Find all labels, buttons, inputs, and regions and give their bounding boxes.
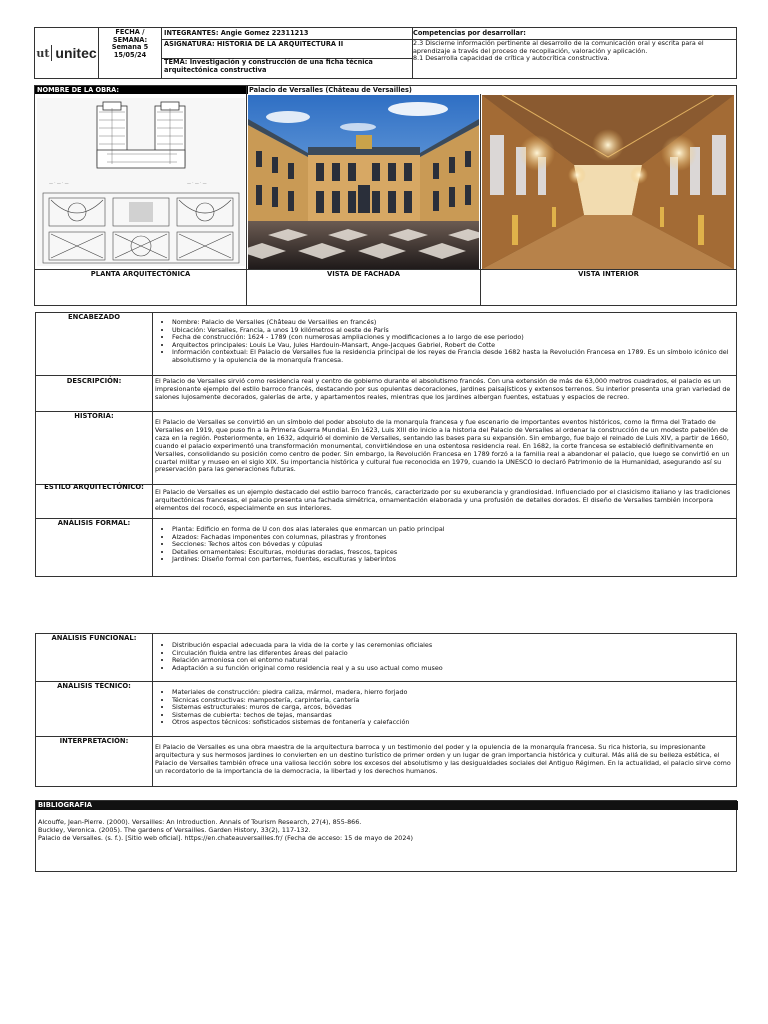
list-item: • Materiales de construcción: piedra caliza, mármol, madera, hierro forjado xyxy=(172,689,732,697)
facade-caption: VISTA DE FACHADA xyxy=(326,270,401,278)
list-item: • Ubicación: Versalles, Francia, a unos 19 kilómetros al oeste de París xyxy=(172,327,732,335)
list-item: • Sistemas de cubierta: techos de tejas, mansardas xyxy=(172,712,732,720)
fecha-label: FECHA / SEMANA: xyxy=(112,28,148,44)
asignatura-cell: ASIGNATURA: HISTORIA DE LA ARQUITECTURA II xyxy=(162,40,413,59)
tecnico-label: ANÁLISIS TÉCNICO: xyxy=(57,682,131,690)
list-item: • Sistemas estructurales: muros de carga, arcos, bóvedas xyxy=(172,704,732,712)
historia-label: HISTORIA: xyxy=(74,412,114,420)
interior-image xyxy=(482,95,734,269)
reference-item: Alcouffe, Jean-Pierre. (2000). Versailles: An Introduction. Annals of Tourism Research, 27(4), 855-866. xyxy=(38,818,362,826)
funcional-list xyxy=(158,642,732,672)
fecha-value: 15/05/24 xyxy=(113,50,147,59)
list-item: • Secciones: Techos altos con bóvedas y cúpulas xyxy=(172,541,732,549)
fecha-cell xyxy=(99,28,162,79)
bibliografia-box xyxy=(35,800,737,872)
logo-divider xyxy=(51,45,52,61)
list-item: • Técnicas constructivas: mampostería, carpintería, cantería xyxy=(172,697,732,705)
obra-label: NOMBRE DE LA OBRA: xyxy=(35,86,248,94)
funcional-content xyxy=(158,642,732,672)
tema-cell: TEMA: Investigación y construcción de una ficha técnica arquitectónica constructiva xyxy=(162,59,413,78)
row-divider xyxy=(36,375,736,376)
list-item: • Otros aspectos técnicos: sofisticados sistemas de fontanería y calefacción xyxy=(172,719,732,727)
label-column-divider xyxy=(152,313,153,576)
list-item: • Relación armoniosa con el entorno natural xyxy=(172,657,732,665)
list-item: • Distribución espacial adecuada para la vida de la corte y las ceremonias oficiales xyxy=(172,642,732,650)
reference-item: Buckley, Veronica. (2005). The gardens of Versailles. Garden History, 33(2), 117-132. xyxy=(38,826,311,834)
formal-label: ANÁLISIS FORMAL: xyxy=(57,519,131,527)
sections-table-2 xyxy=(35,633,737,787)
list-item: • Nombre: Palacio de Versalles (Château de Versailles en francés) xyxy=(172,319,732,327)
interpretacion-label: INTERPRETACIÓN: xyxy=(59,737,129,745)
label-column-divider xyxy=(152,634,153,786)
list-item: • Jardines: Diseño formal con parterres, fuentes, esculturas y laberintos xyxy=(172,556,732,564)
header-table xyxy=(34,27,737,79)
facade-image xyxy=(248,95,479,269)
descripcion-text: El Palacio de Versalles sirvió como residencia real y centro de gobierno durante el absolutismo francés. Con una extensión de más de 63,000 metros cuadrados, el palacio es un impresionante ejemplo del estilo barroco francés, destacando por sus opulentas decoraciones, jardines paisajísticos y extensos terrenos. Su interior presenta una gran variedad de salones lujosamente decorados, galerías de arte, y apartamentos reales, mientras que los jardines albergan fuentes, estatuas y espacios de recreo. xyxy=(155,377,731,401)
logo-text: unitec xyxy=(55,45,97,61)
encabezado-list xyxy=(158,319,732,365)
bibliografia-header: BIBLIOGRAFIA xyxy=(36,801,738,810)
reference-item: Palacio de Versalles. (s. f.). [Sitio web oficial]. https://en.chateauversailles.fr/ (Fecha de acceso: 15 de mayo de 2024) xyxy=(38,834,413,842)
interior-caption: VISTA INTERIOR xyxy=(578,270,639,278)
descripcion-label: DESCRIPCIÓN: xyxy=(66,377,122,385)
interpretacion-text: El Palacio de Versalles es una obra maestra de la arquitectura barroca y un testimonio del poder y la opulencia de la monarquía francesa. Su rica historia, su impresionante arquitectura y sus hermosos jardines lo convierten en un destino turístico de primer orden y un lugar de gran importancia histórica y cultural. Más allá de su belleza estética, el Palacio de Versalles también ofrece una valiosa lección sobre los excesos del absolutismo y las desigualdades sociales del Antiguo Régimen. En la actualidad, el palacio sirve como un recordatorio de la importancia de la democracia, la libertad y los derechos humanos. xyxy=(155,743,731,775)
plan-image xyxy=(37,98,245,266)
list-item: • Información contextual: El Palacio de Versalles fue la residencia principal de los reyes de Francia desde 1682 hasta la Revolución Francesa en 1789. Es un símbolo icónico del absolutismo y la opulencia de la monarquía francesa. xyxy=(172,349,732,364)
formal-list xyxy=(158,526,732,564)
integrantes-cell: INTEGRANTES: Angie Gomez 22311213 xyxy=(162,28,413,40)
list-item: • Fecha de construcción: 1624 - 1789 (con numerosas ampliaciones y modificaciones a lo largo de ese periodo) xyxy=(172,334,732,342)
bibliografia-refs xyxy=(38,818,732,842)
estilo-text: El Palacio de Versalles es un ejemplo destacado del estilo barroco francés, caracterizado por su exuberancia y grandiosidad. Influenciado por el clasicismo italiano y las tradiciones arquitectónicas francesas, el palacio presenta una fachada simétrica, ornamentación elaborada y una profusión de detalles dorados. El diseño de Versalles también incorpora elementos del rococó, especialmente en sus interiores. xyxy=(155,488,731,512)
obra-name: Palacio de Versalles (Château de Versailles) xyxy=(249,86,412,94)
svg-text:— · — · —: — · — · — xyxy=(49,180,69,185)
list-item: • Arquitectos principales: Louis Le Vau, Jules Hardouin-Mansart, Ange-Jacques Gabriel, Robert de Cotte xyxy=(172,342,732,350)
list-item: • Adaptación a su función original como residencia real y a su uso actual como museo xyxy=(172,665,732,673)
estilo-label: ESTILO ARQUITECTÓNICO: xyxy=(44,483,144,491)
competencia-item-1: 2.3 Discierne información pertinente al desarrollo de la comunicación oral y escrita para el aprendizaje a través del proceso de recopilación, valoración y aplicación. xyxy=(413,39,704,55)
list-item: • Alzados: Fachadas imponentes con columnas, pilastras y frontones xyxy=(172,534,732,542)
list-item: • Detalles ornamentales: Esculturas, molduras doradas, frescos, tapices xyxy=(172,549,732,557)
tecnico-list xyxy=(158,689,732,727)
competencia-item-2: 8.1 Desarrolla capacidad de crítica y autocrítica constructiva. xyxy=(413,54,610,63)
encabezado-label: ENCABEZADO xyxy=(67,313,120,321)
logo-cell xyxy=(35,28,99,78)
list-item: • Planta: Edificio en forma de U con dos alas laterales que enmarcan un patio principal xyxy=(172,526,732,534)
svg-text:— · — · —: — · — · — xyxy=(187,180,207,185)
plan-caption: PLANTA ARQUITECTÓNICA xyxy=(90,270,191,278)
semana-value: Semana 5 xyxy=(111,43,149,52)
sections-table-1 xyxy=(35,312,737,577)
historia-text: El Palacio de Versalles se convirtió en un símbolo del poder absoluto de la monarquía francesa y fue escenario de importantes eventos históricos, como la firma del Tratado de Versalles en 1919, que puso fin a la Primera Guerra Mundial. En 1623, Luis XIII dio inicio a la historia del Palacio de Versalles al ordenar la construcción de un modesto pabellón de caza en la región. Posteriormente, en 1632, adquirió el dominio de Versalles, sentando las bases para su expansión. Sin embargo, fue bajo el reinado de Luis XIV, a partir de 1660, cuando el palacio experimentó una transformación monumental, convirtiéndose en una ostentosa residencia real. En 1682, la corte francesa se estableció definitivamente en Versalles, consolidando su posición como centro de poder. Sin embargo, la Revolución Francesa en 1789 forzó a la familia real a abandonar el palacio, que luego se convirtió en un cuartel militar y museo en el siglo XIX. Su importancia histórica y cultural fue reconocida en 1979, cuando la UNESCO lo declaró Patrimonio de la Humanidad, asegurando así su preservación para las generaciones futuras. xyxy=(155,418,730,474)
logo-mark-icon: ut xyxy=(36,46,50,60)
competencias-title: Competencias por desarrollar: xyxy=(411,28,736,40)
competencias-body xyxy=(411,40,733,63)
list-item: • Circulación fluida entre las diferentes áreas del palacio xyxy=(172,650,732,658)
funcional-label: ANÁLISIS FUNCIONAL: xyxy=(51,634,137,642)
formal-content xyxy=(158,526,732,564)
encabezado-content xyxy=(158,319,732,365)
tecnico-content xyxy=(158,689,732,727)
obra-table xyxy=(34,85,737,306)
